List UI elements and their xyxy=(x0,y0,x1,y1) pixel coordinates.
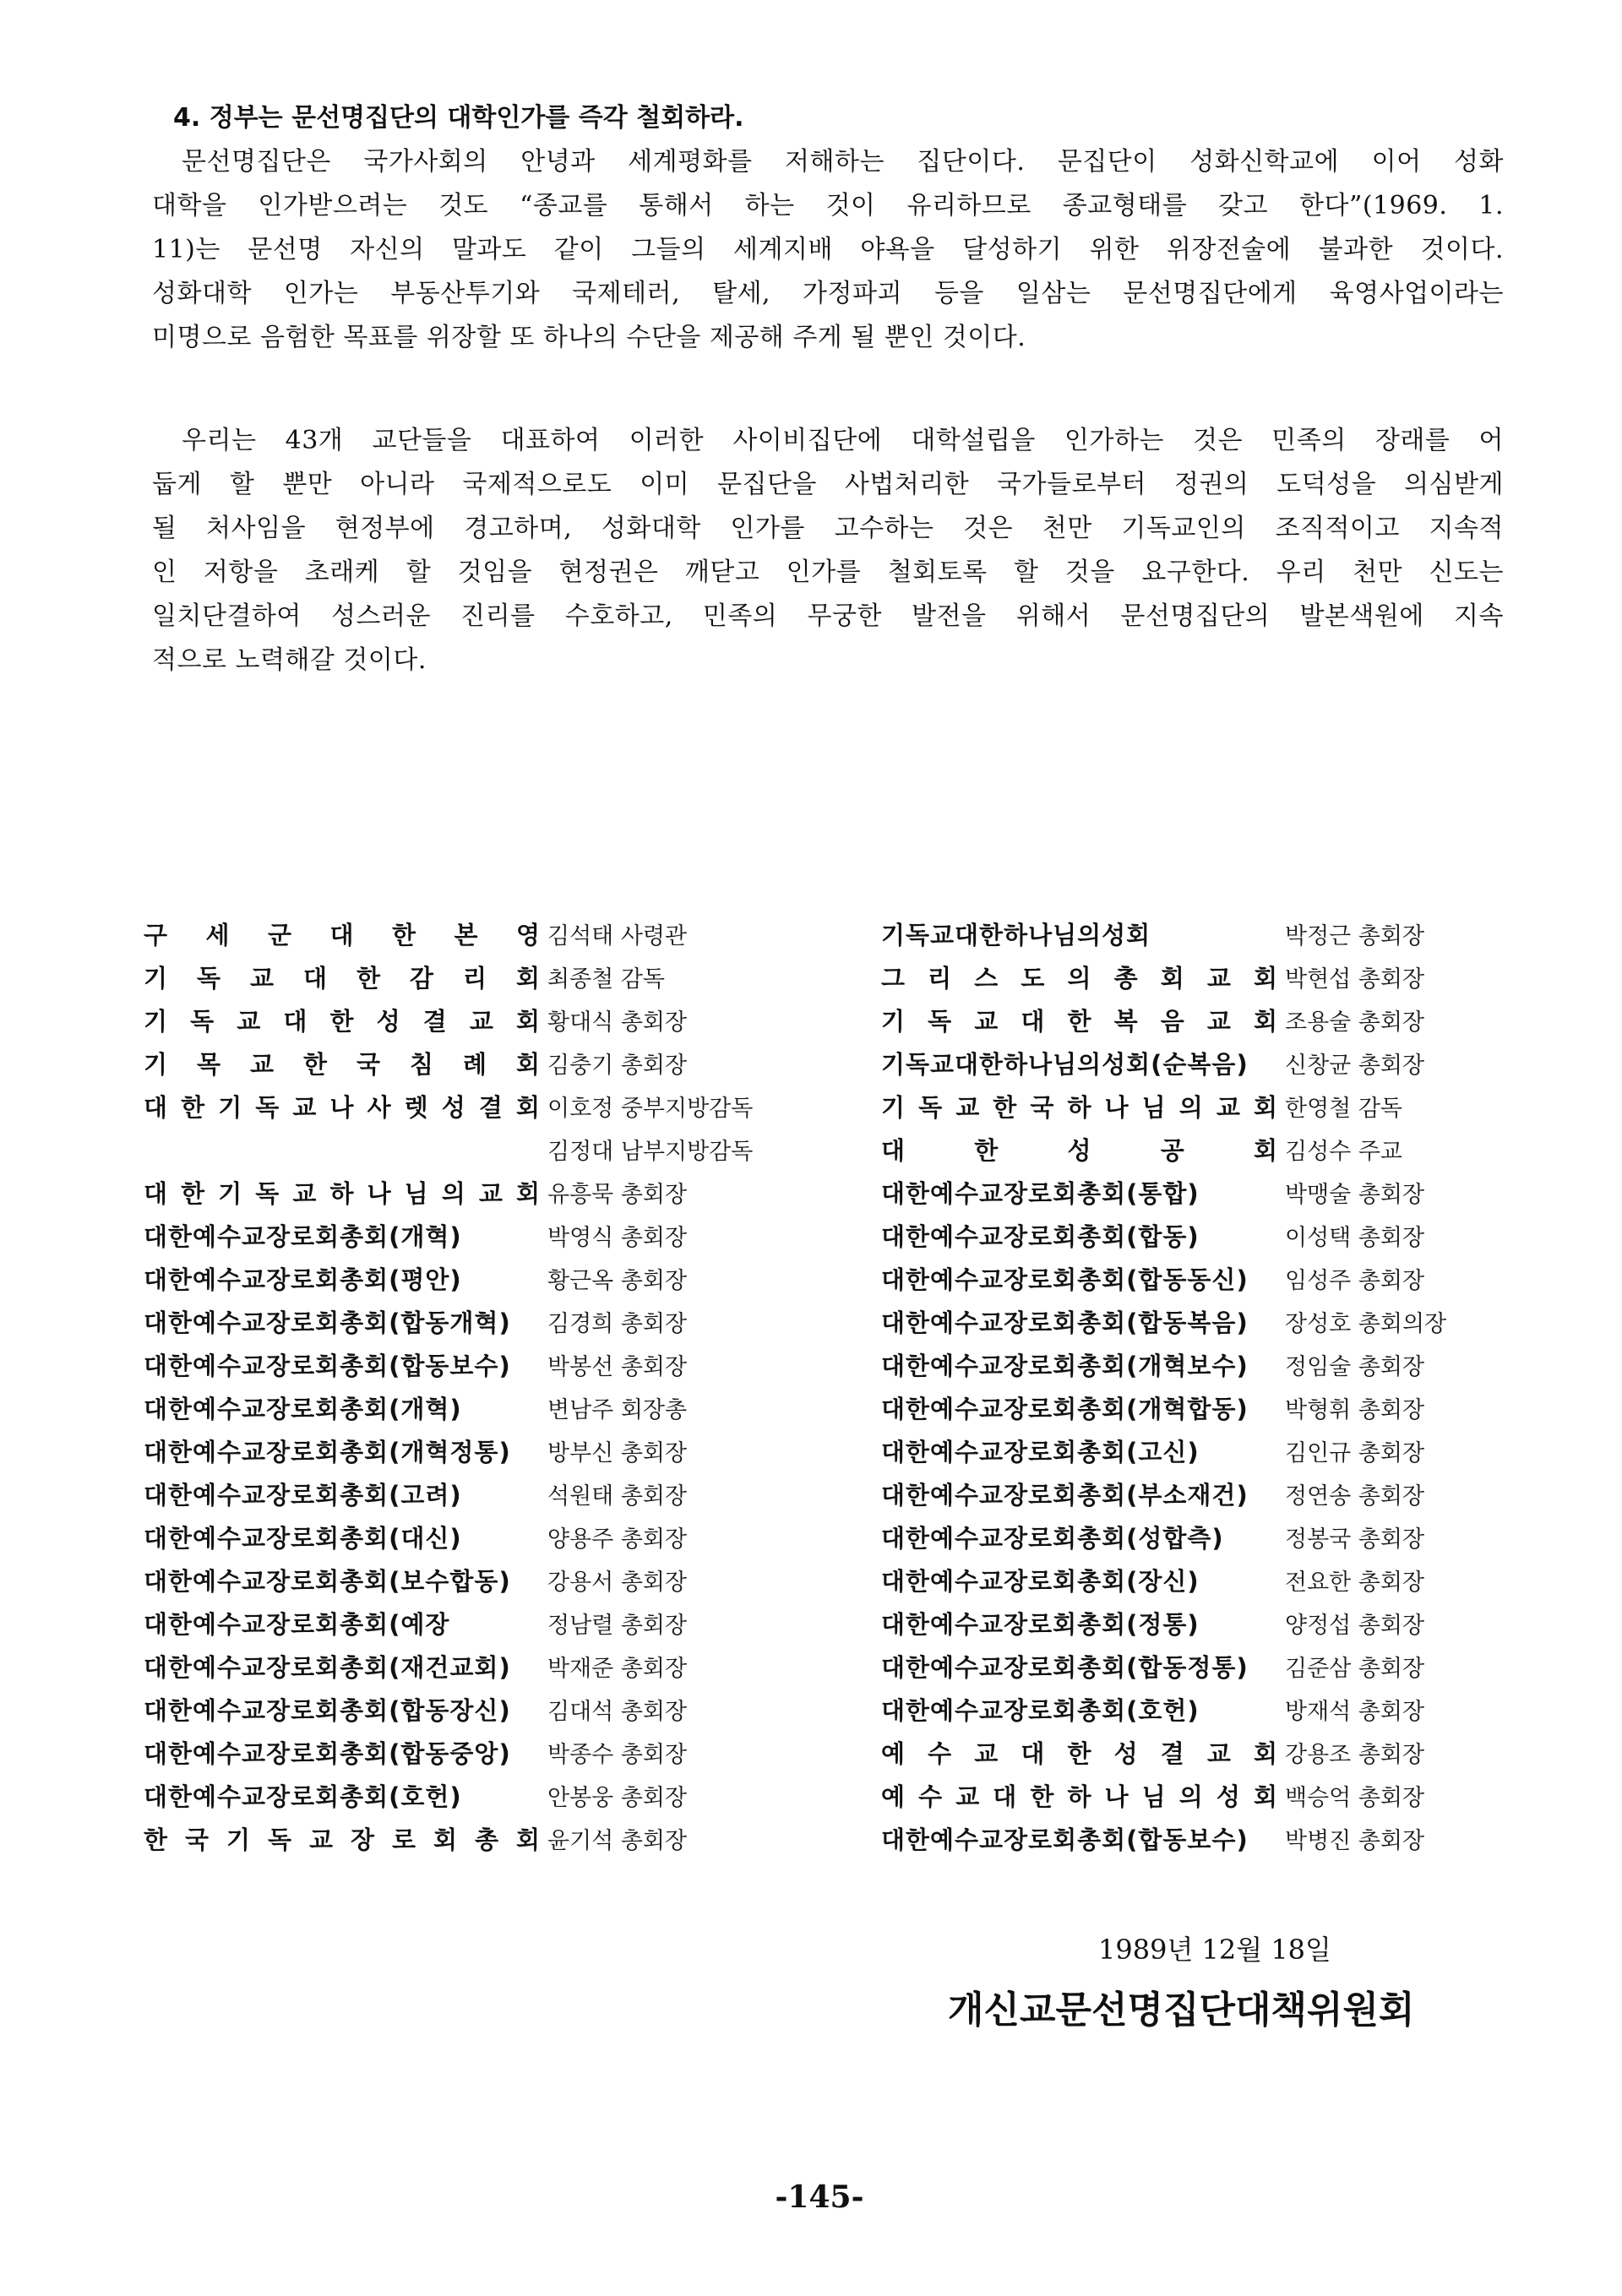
signatory-person: 전요한 총회장 xyxy=(1285,1570,1425,1596)
signatory-row xyxy=(881,1042,1574,1085)
signatory-organization: 대한예수교장로회총회(개혁) xyxy=(144,1222,462,1251)
signatory-row xyxy=(881,1559,1574,1602)
signatory-row xyxy=(144,1688,836,1731)
signatory-organization: 기독교대한하나님의성회(순복음) xyxy=(881,1050,1249,1079)
signatory-row xyxy=(144,1559,836,1602)
signatory-row xyxy=(144,1602,836,1645)
paragraph-line: 인 저항을 초래케 할 것임을 현정권은 깨닫고 인가를 철회토록 할 것을 요구한다. 우리 천만 신도는 xyxy=(152,558,1504,587)
signatory-organization: 대한예수교장로회총회(합동동신) xyxy=(881,1265,1249,1294)
paragraph-line: 둡게 할 뿐만 아니라 국제적으로도 이미 문집단을 사법처리한 국가들로부터 정권의 도덕성을 의심받게 xyxy=(152,470,1504,499)
signatory-person: 김준삼 총회장 xyxy=(1285,1656,1425,1682)
signatory-organization: 대한예수교장로회총회(통합) xyxy=(881,1179,1200,1208)
section-heading: 4. 정부는 문선명집단의 대학인가를 즉각 철회하라. xyxy=(173,103,744,133)
signatory-row xyxy=(144,1257,836,1300)
signatory-person: 박재준 총회장 xyxy=(547,1656,688,1682)
signatory-person: 정남렬 총회장 xyxy=(547,1613,688,1639)
signatory-person: 변남주 회장총 xyxy=(547,1397,688,1423)
signatory-organization: 기 독 교 대 한 성 결 교 회 xyxy=(144,1007,541,1036)
signatory-person: 신창균 총회장 xyxy=(1285,1053,1425,1079)
signatory-organization: 대한예수교장로회총회(개혁보수) xyxy=(881,1352,1249,1380)
signatory-row xyxy=(881,1731,1574,1774)
signatory-organization: 대한예수교장로회총회(정통) xyxy=(881,1610,1200,1639)
committee-name: 개신교문선명집단대책위원회 xyxy=(948,1989,1415,2032)
signatory-row xyxy=(881,998,1574,1042)
signatory-person: 김대석 총회장 xyxy=(547,1699,688,1725)
signatory-organization: 대한예수교장로회총회(합동보수) xyxy=(881,1825,1249,1854)
signatory-organization: 기 독 교 한 국 하 나 님 의 교 회 xyxy=(881,1093,1278,1122)
signatory-person: 박병진 총회장 xyxy=(1285,1828,1425,1854)
signatory-row xyxy=(881,1774,1574,1817)
signatory-row xyxy=(144,998,836,1042)
signatory-organization: 대한예수교장로회총회(개혁정통) xyxy=(144,1438,511,1466)
signatory-organization: 대한예수교장로회총회(합동복음) xyxy=(881,1309,1249,1337)
paragraph-1 xyxy=(152,140,1504,360)
signatory-row xyxy=(144,1817,836,1860)
signatory-row xyxy=(881,1515,1574,1559)
signatory-organization: 대한예수교장로회총회(보수합동) xyxy=(144,1567,511,1596)
signatory-person: 김인규 총회장 xyxy=(1285,1440,1425,1466)
signatory-organization: 기독교대한하나님의성회 xyxy=(881,921,1151,949)
signatory-row xyxy=(881,1688,1574,1731)
signatory-organization: 대한예수교장로회총회(개혁합동) xyxy=(881,1395,1249,1423)
signatory-row xyxy=(144,1128,836,1171)
signatory-row xyxy=(144,1386,836,1429)
signatory-row xyxy=(144,955,836,998)
signatory-organization: 한 국 기 독 교 장 로 회 총 회 xyxy=(144,1825,541,1854)
signatory-row xyxy=(144,1515,836,1559)
signatory-person: 박봉선 총회장 xyxy=(547,1354,688,1380)
signatory-organization: 그 리 스 도 의 총 회 교 회 xyxy=(881,964,1278,993)
signatory-person: 한영철 감독 xyxy=(1285,1096,1402,1122)
signatory-row xyxy=(144,1731,836,1774)
paragraph-line: 문선명집단은 국가사회의 안녕과 세계평화를 저해하는 집단이다. 문집단이 성화신학교에 이어 성화 xyxy=(182,147,1504,177)
signatory-row xyxy=(144,1214,836,1257)
signatory-row xyxy=(144,1343,836,1386)
signatory-row xyxy=(881,955,1574,998)
signatory-person: 김경희 총회장 xyxy=(547,1311,688,1337)
signatory-organization: 대한예수교장로회총회(합동정통) xyxy=(881,1653,1249,1682)
signatory-person: 김석태 사령관 xyxy=(547,923,688,949)
signatory-person: 이호정 중부지방감독 xyxy=(547,1096,754,1122)
signatory-row xyxy=(144,1472,836,1515)
paragraph-line: 미명으로 음험한 목표를 위장할 또 하나의 수단을 제공해 주게 될 뿐인 것이다. xyxy=(152,323,1026,352)
signatory-person: 방부신 총회장 xyxy=(547,1440,688,1466)
signatory-organization: 대한예수교장로회총회(합동개혁) xyxy=(144,1309,511,1337)
signatory-person: 박맹술 총회장 xyxy=(1285,1182,1425,1208)
signatory-person: 이성택 총회장 xyxy=(1285,1225,1425,1251)
signatory-person: 황대식 총회장 xyxy=(547,1009,688,1036)
signatory-row xyxy=(881,1645,1574,1688)
signatory-organization: 대한예수교장로회총회(대신) xyxy=(144,1524,462,1553)
signatory-organization: 대한예수교장로회총회(합동) xyxy=(881,1222,1200,1251)
signatory-row xyxy=(144,1645,836,1688)
signatory-person: 김충기 총회장 xyxy=(547,1053,688,1079)
signatory-row xyxy=(881,1817,1574,1860)
signatory-organization: 구 세 군 대 한 본 영 xyxy=(144,921,541,949)
signatory-row xyxy=(881,1343,1574,1386)
signatory-organization: 대한예수교장로회총회(성합측) xyxy=(881,1524,1224,1553)
signatory-row xyxy=(881,1602,1574,1645)
signatory-organization: 대한예수교장로회총회(고려) xyxy=(144,1481,462,1510)
signatory-organization: 기 독 교 대 한 복 음 교 회 xyxy=(881,1007,1278,1036)
signatory-organization: 대한예수교장로회총회(호헌) xyxy=(144,1782,462,1811)
signatory-person: 윤기석 총회장 xyxy=(547,1828,688,1854)
signatory-person: 강용조 총회장 xyxy=(1285,1742,1425,1768)
paragraph-line: 적으로 노력해갈 것이다. xyxy=(152,645,427,675)
signatory-person: 정연송 총회장 xyxy=(1285,1483,1425,1510)
signatory-row xyxy=(881,1171,1574,1214)
signatory-person: 유흥묵 총회장 xyxy=(547,1182,688,1208)
signatory-row xyxy=(881,1257,1574,1300)
signatory-row xyxy=(881,1214,1574,1257)
signatory-organization: 대한예수교장로회총회(합동중앙) xyxy=(144,1739,511,1768)
signatory-person: 석원태 총회장 xyxy=(547,1483,688,1510)
paragraph-line: 대학을 인가받으려는 것도 “종교를 통해서 하는 것이 유리하므로 종교형태를 갖고 한다”(1969. 1. xyxy=(152,191,1504,220)
signatory-organization: 대한예수교장로회총회(고신) xyxy=(881,1438,1200,1466)
signatory-organization: 대 한 성 공 회 xyxy=(881,1136,1278,1165)
document-date: 1989년 12월 18일 xyxy=(1098,1934,1331,1966)
signatory-row xyxy=(881,912,1574,955)
signatory-row xyxy=(881,1300,1574,1343)
signatory-organization: 대한예수교장로회총회(평안) xyxy=(144,1265,462,1294)
paragraph-line: 성화대학 인가는 부동산투기와 국제테러, 탈세, 가정파괴 등을 일삼는 문선명집단에게 육영사업이라는 xyxy=(152,279,1504,308)
signatory-row xyxy=(144,1429,836,1472)
signatory-organization: 대한예수교장로회총회(재건교회) xyxy=(144,1653,511,1682)
signatory-person: 황근옥 총회장 xyxy=(547,1268,688,1294)
paragraph-line: 될 처사임을 현정부에 경고하며, 성화대학 인가를 고수하는 것은 천만 기독교인의 조직적이고 지속적 xyxy=(152,514,1504,543)
signatory-person: 장성호 총회의장 xyxy=(1285,1311,1447,1337)
signatory-person: 조용술 총회장 xyxy=(1285,1009,1425,1036)
page-number: -145- xyxy=(775,2179,864,2215)
signatory-organization: 대한예수교장로회총회(개혁) xyxy=(144,1395,462,1423)
signatory-person: 정봉국 총회장 xyxy=(1285,1526,1425,1553)
signatory-organization: 대한예수교장로회총회(합동장신) xyxy=(144,1696,511,1725)
signatory-person: 안봉웅 총회장 xyxy=(547,1785,688,1811)
signatory-organization: 기 목 교 한 국 침 례 회 xyxy=(144,1050,541,1079)
signatory-person: 정임술 총회장 xyxy=(1285,1354,1425,1380)
paragraph-line: 일치단결하여 성스러운 진리를 수호하고, 민족의 무궁한 발전을 위해서 문선명집단의 발본색원에 지속 xyxy=(152,601,1504,631)
signatory-person: 박영식 총회장 xyxy=(547,1225,688,1251)
signatories-left xyxy=(144,912,836,1860)
signatory-organization: 예 수 교 대 한 하 나 님 의 성 회 xyxy=(881,1782,1278,1811)
signatory-person: 박정근 총회장 xyxy=(1285,923,1425,949)
signatory-person: 임성주 총회장 xyxy=(1285,1268,1425,1294)
signatory-person: 김정대 남부지방감독 xyxy=(547,1139,754,1165)
signatory-row xyxy=(881,1472,1574,1515)
signatory-organization: 대한예수교장로회총회(장신) xyxy=(881,1567,1200,1596)
signatory-person: 방재석 총회장 xyxy=(1285,1699,1425,1725)
signatory-organization: 대한예수교장로회총회(호헌) xyxy=(881,1696,1200,1725)
signatory-row xyxy=(881,1429,1574,1472)
signatory-row xyxy=(144,1300,836,1343)
signatory-organization: 기 독 교 대 한 감 리 회 xyxy=(144,964,541,993)
signatory-person: 양정섭 총회장 xyxy=(1285,1613,1425,1639)
signatory-organization: 대 한 기 독 교 하 나 님 의 교 회 xyxy=(144,1179,541,1208)
signatory-row xyxy=(144,1171,836,1214)
signatory-organization: 대 한 기 독 교 나 사 렛 성 결 회 xyxy=(144,1093,541,1122)
signatory-row xyxy=(144,1042,836,1085)
paragraph-line: 우리는 43개 교단들을 대표하여 이러한 사이비집단에 대학설립을 인가하는 것은 민족의 장래를 어 xyxy=(182,426,1504,455)
signatory-person: 최종철 감독 xyxy=(547,966,665,993)
paragraph-2 xyxy=(152,419,1504,683)
signatories-right xyxy=(881,912,1574,1860)
signatory-person: 강용서 총회장 xyxy=(547,1570,688,1596)
signatory-row xyxy=(144,1774,836,1817)
signatory-person: 양용주 총회장 xyxy=(547,1526,688,1553)
signatory-row xyxy=(881,1128,1574,1171)
signatory-organization: 대한예수교장로회총회(합동보수) xyxy=(144,1352,511,1380)
signatory-row xyxy=(881,1386,1574,1429)
signatory-organization: 대한예수교장로회총회(예장 xyxy=(144,1610,450,1639)
signatory-row xyxy=(144,912,836,955)
signatory-person: 백승억 총회장 xyxy=(1285,1785,1425,1811)
signatory-person: 김성수 주교 xyxy=(1285,1139,1402,1165)
signatory-row xyxy=(881,1085,1574,1128)
signatory-organization: 예 수 교 대 한 성 결 교 회 xyxy=(881,1739,1278,1768)
signatory-person: 박형휘 총회장 xyxy=(1285,1397,1425,1423)
signatory-person: 박현섭 총회장 xyxy=(1285,966,1425,993)
signatory-row xyxy=(144,1085,836,1128)
signatory-organization: 대한예수교장로회총회(부소재건) xyxy=(881,1481,1249,1510)
signatory-person: 박종수 총회장 xyxy=(547,1742,688,1768)
paragraph-line: 11)는 문선명 자신의 말과도 같이 그들의 세계지배 야욕을 달성하기 위한 위장전술에 불과한 것이다. xyxy=(152,235,1504,264)
